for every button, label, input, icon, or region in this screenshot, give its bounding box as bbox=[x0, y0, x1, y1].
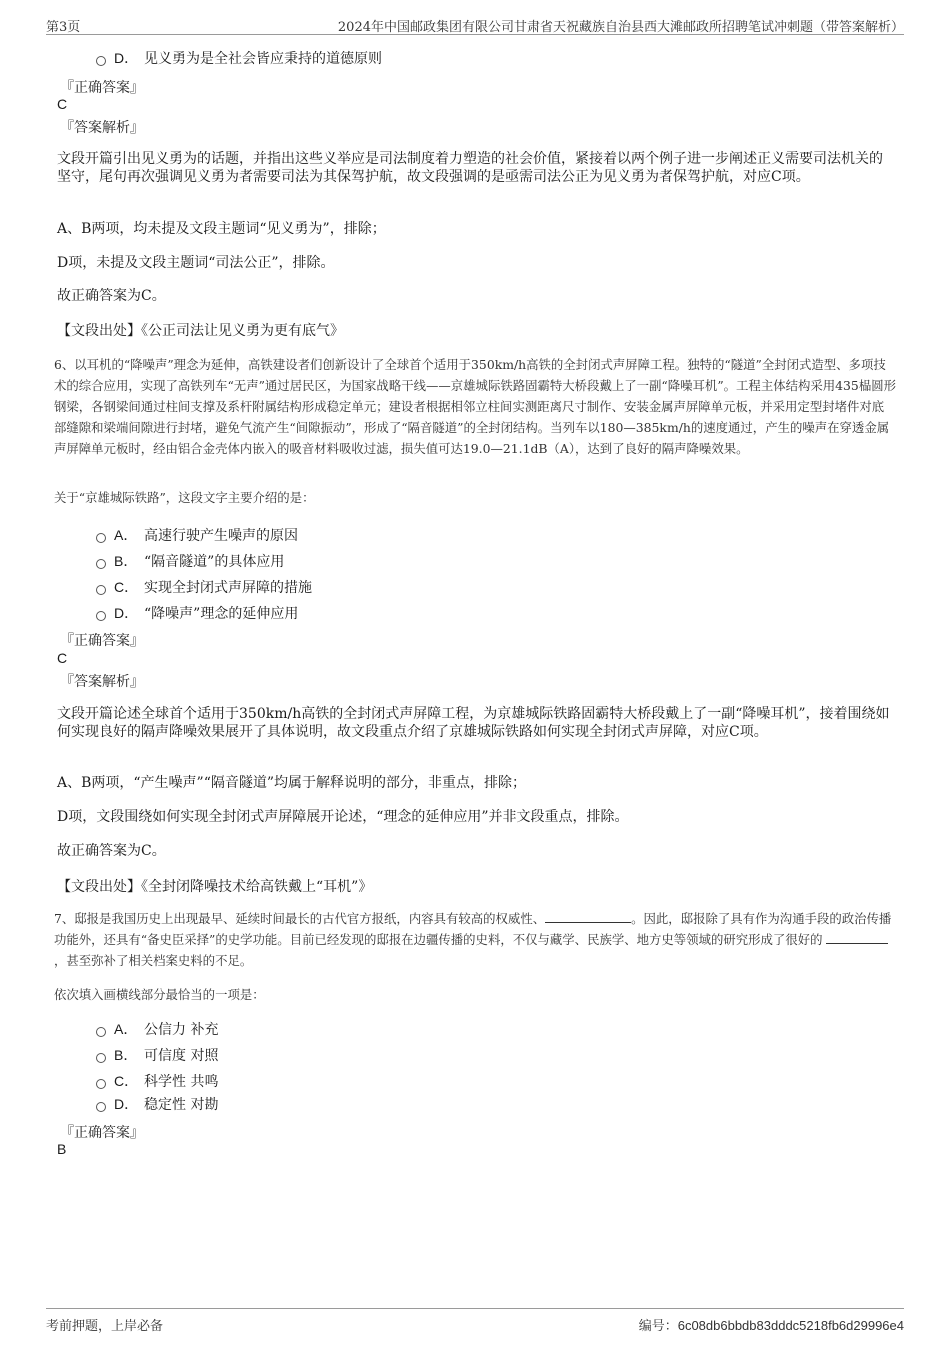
q7-option-d[interactable]: D． 稳定性 对勘 bbox=[96, 1094, 218, 1114]
q6-option-d[interactable]: D． “降噪声”理念的延伸应用 bbox=[96, 603, 298, 623]
analysis-paragraph: D项，未提及文段主题词“司法公正”，排除。 bbox=[57, 255, 335, 271]
q7-option-a[interactable]: A． 公信力 补充 bbox=[96, 1019, 218, 1039]
analysis-label: 『答案解析』 bbox=[60, 120, 144, 136]
answer-label: 『正确答案』 bbox=[60, 1125, 144, 1141]
document-title: 2024年中国邮政集团有限公司甘肃省天祝藏族自治县西大滩邮政所招聘笔试冲刺题（带答案解析） bbox=[337, 20, 904, 35]
analysis-paragraph: 文段开篇引出见义勇为的话题，并指出这些义举应是司法制度着力塑造的社会价值，紧接着以两个例子进一步阐述正义需要司法机关的坚守，尾句再次强调见义勇为者需要司法为其保驾护航，故文段强调的是亟需司法公正为见义勇为者保驾护航，对应C项。 bbox=[57, 151, 883, 185]
fill-blank-2[interactable] bbox=[826, 931, 888, 944]
answer-label: 『正确答案』 bbox=[60, 80, 144, 96]
analysis-paragraph: 文段开篇论述全球首个适用于350km/h高铁的全封闭式声屏障工程，为京雄城际铁路固霸特大桥段戴上了一副“降噪耳机”，接着围绕如何实现良好的隔声降噪效果展开了具体说明，故文段重点介绍了京雄城际铁路如何实现全封闭式声屏障，对应C项。 bbox=[57, 706, 890, 740]
page-header bbox=[46, 14, 904, 35]
document-code: 编号：6c08db6bbdb83dddc5218fb6d29996e4 bbox=[638, 1318, 904, 1334]
radio-icon[interactable] bbox=[96, 1102, 106, 1112]
footer-slogan: 考前押题，上岸必备 bbox=[46, 1319, 164, 1334]
q7-option-b[interactable]: B． 可信度 对照 bbox=[96, 1045, 218, 1065]
radio-icon[interactable] bbox=[96, 1053, 106, 1063]
question-7-prompt: 依次填入画横线部分最恰当的一项是： bbox=[54, 987, 265, 1002]
question-6-text: 6、以耳机的“降噪声”理念为延伸，高铁建设者们创新设计了全球首个适用于350km/h高铁的全封闭式声屏障工程。独特的“隧道”全封闭式造型、多项技术的综合应用，实现了高铁列车“无声”通过居民区，为国家战略干线——京雄城际铁路固霸特大桥段戴上了一副“降噪耳机”。工程主体结构采用435榀圆形钢梁，各钢梁间通过柱间支撑及系杆附属结构形成稳定单元；建设者根据相邻立柱间实测距离尺寸制作、安装金属声屏障单元板，并采用定型封堵件对底部缝隙和梁端间隙进行封堵，避免气流产生“间隙振动”，形成了“隔音隧道”的全封闭结构。当列车以180—385km/h的速度通过，产生的噪声在穿透金属声屏障单元板时，经由铝合金壳体内嵌入的吸音材料吸收过滤，损失值可达19.0—21.1dB（A），达到了良好的隔声降噪效果。 bbox=[54, 357, 896, 456]
question-7-text: 7、邸报是我国历史上出现最早、延续时间最长的古代官方报纸，内容具有较高的权威性、 。因此，邸报除了具有作为沟通手段的政治传播功能外，还具有“备史臣采择”的史学功能。目前已经发现的邸报在边疆传播的史料，不仅与藏学、民族学、地方史等领域的研究形成了很好的 ，甚至弥补了相关档案史料的不足。 bbox=[54, 911, 892, 968]
analysis-paragraph: A、B两项，“产生噪声”“隔音隧道”均属于解释说明的部分，非重点，排除； bbox=[57, 775, 527, 791]
answer-value: C bbox=[57, 650, 68, 666]
analysis-label: 『答案解析』 bbox=[60, 674, 144, 690]
radio-icon[interactable] bbox=[96, 585, 106, 595]
radio-icon[interactable] bbox=[96, 611, 106, 621]
radio-icon[interactable] bbox=[96, 1027, 106, 1037]
radio-icon[interactable] bbox=[96, 559, 106, 569]
passage-source: 【文段出处】《全封闭降噪技术给高铁戴上“耳机”》 bbox=[57, 879, 373, 895]
answer-value: C bbox=[57, 96, 68, 112]
analysis-paragraph: 故正确答案为C。 bbox=[57, 288, 166, 304]
passage-source: 【文段出处】《公正司法让见义勇为更有底气》 bbox=[57, 323, 344, 339]
q6-option-b[interactable]: B． “隔音隧道”的具体应用 bbox=[96, 551, 284, 571]
analysis-paragraph: D项，文段围绕如何实现全封闭式声屏障展开论述，“理念的延伸应用”并非文段重点，排除。 bbox=[57, 809, 629, 825]
page-footer bbox=[46, 1308, 904, 1339]
radio-icon[interactable] bbox=[96, 1079, 106, 1089]
radio-icon[interactable] bbox=[96, 56, 106, 66]
q7-option-c[interactable]: C． 科学性 共鸣 bbox=[96, 1071, 218, 1091]
q5-option-d[interactable]: D． 见义勇为是全社会皆应秉持的道德原则 bbox=[96, 48, 382, 68]
fill-blank-1[interactable] bbox=[545, 910, 631, 923]
answer-label: 『正确答案』 bbox=[60, 633, 144, 649]
q6-option-c[interactable]: C． 实现全封闭式声屏障的措施 bbox=[96, 577, 312, 597]
page-number: 第3页 bbox=[46, 20, 81, 35]
q6-option-a[interactable]: A． 高速行驶产生噪声的原因 bbox=[96, 525, 298, 545]
analysis-paragraph: 故正确答案为C。 bbox=[57, 843, 166, 859]
answer-value: B bbox=[57, 1141, 67, 1157]
radio-icon[interactable] bbox=[96, 533, 106, 543]
question-6-prompt: 关于“京雄城际铁路”，这段文字主要介绍的是： bbox=[54, 490, 315, 505]
analysis-paragraph: A、B两项，均未提及文段主题词“见义勇为”，排除； bbox=[57, 221, 386, 237]
